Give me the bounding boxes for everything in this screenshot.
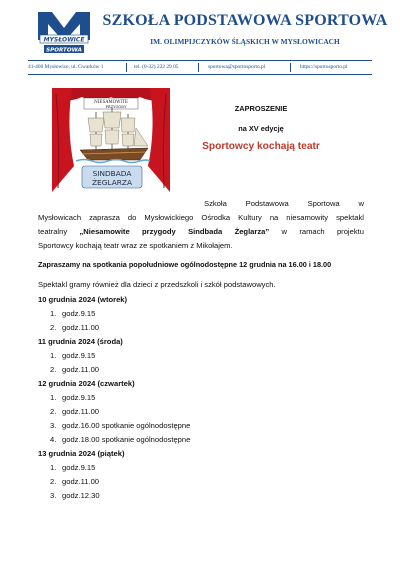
- list-item: 1. godz.9.15: [50, 463, 96, 472]
- contact-separator: [198, 63, 199, 72]
- list-item: 2. godz.11.00: [50, 323, 100, 332]
- poster-name2: ŻEGLARZA: [91, 178, 133, 187]
- poster-line1: NIESAMOWITE: [94, 99, 128, 104]
- intro-prefix: teatralny: [38, 227, 68, 236]
- contact-separator: [126, 63, 127, 72]
- audience-note: Spektakl gramy również dla dzieci z przedszkoli i szkół podstawowych.: [38, 280, 276, 289]
- list-item: 1. godz.9.15: [50, 309, 96, 318]
- school-subtitle: IM. OLIMPIJCZYKÓW ŚLĄSKICH W MYSŁOWICACH: [150, 37, 340, 46]
- schedule-day: 13 grudnia 2024 (piątek): [38, 449, 125, 458]
- list-item: 2. godz.11.00: [50, 365, 100, 374]
- invitation-label: ZAPROSZENIE: [234, 104, 288, 113]
- header-divider-top: [28, 60, 372, 61]
- poster-line2: PRZYGODY: [105, 105, 127, 109]
- header-divider-bottom: [28, 74, 372, 75]
- list-item: 2. godz.11.00: [50, 477, 100, 486]
- invitation-event-title: Sportowcy kochają teatr: [202, 141, 320, 152]
- contact-website[interactable]: https://sportosporto.pl: [300, 64, 348, 70]
- schedule-day: 10 grudnia 2024 (wtorek): [38, 295, 128, 304]
- show-poster-image: [52, 88, 170, 192]
- list-item: 1. godz.9.15: [50, 351, 96, 360]
- intro-line-2: Mysłowicach zaprasza do Mysłowickiego Ośrodka Kultury na niesamowity spektakl: [38, 213, 364, 222]
- schedule-day: 12 grudnia 2024 (czwartek): [38, 379, 135, 388]
- logo-top-text: MYSŁOWICE: [43, 36, 85, 44]
- school-logo: [36, 10, 92, 56]
- intro-show-title: „Niesamowite przygody Sindbada Żeglarza”: [79, 227, 270, 236]
- contact-bar: [28, 62, 372, 73]
- contact-separator: [290, 63, 291, 72]
- contact-address: 41-400 Mysłowice, ul. Gwarków 1: [28, 64, 104, 70]
- invitation-edition: na XV edycję: [238, 124, 284, 133]
- public-notice: Zapraszamy na spotkania popołudniowe ogólnodostępne 12 grudnia na 16.00 i 18.00: [38, 260, 332, 269]
- list-item: 3. godz.12.30: [50, 491, 100, 500]
- list-item: 3. godz.16.00 spotkanie ogólnodostępne: [50, 421, 191, 430]
- logo-bottom-text: SPORTOWA: [46, 47, 82, 54]
- intro-line-3: [38, 227, 364, 236]
- intro-suffix: w ramach projektu: [281, 227, 364, 236]
- school-title: SZKOŁA PODSTAWOWA SPORTOWA: [102, 12, 388, 29]
- contact-phone: tel. (0-32) 222 29 05: [134, 64, 179, 70]
- list-item: 2. godz.11.00: [50, 407, 100, 416]
- list-item: 1. godz.9.15: [50, 393, 96, 402]
- poster-name1: SINDBADA: [92, 169, 132, 178]
- intro-line-4: Sportowcy kochają teatr wraz ze spotkaniem z Mikołajem.: [38, 241, 233, 250]
- intro-line-1: Szkoła Podstawowa Sportowa w: [204, 199, 364, 208]
- schedule-day: 11 grudnia 2024 (środa): [38, 337, 123, 346]
- contact-email[interactable]: sportowa@sportosporto.pl: [208, 64, 266, 70]
- list-item: 4. godz.18.00 spotkanie ogólnodostępne: [50, 435, 191, 444]
